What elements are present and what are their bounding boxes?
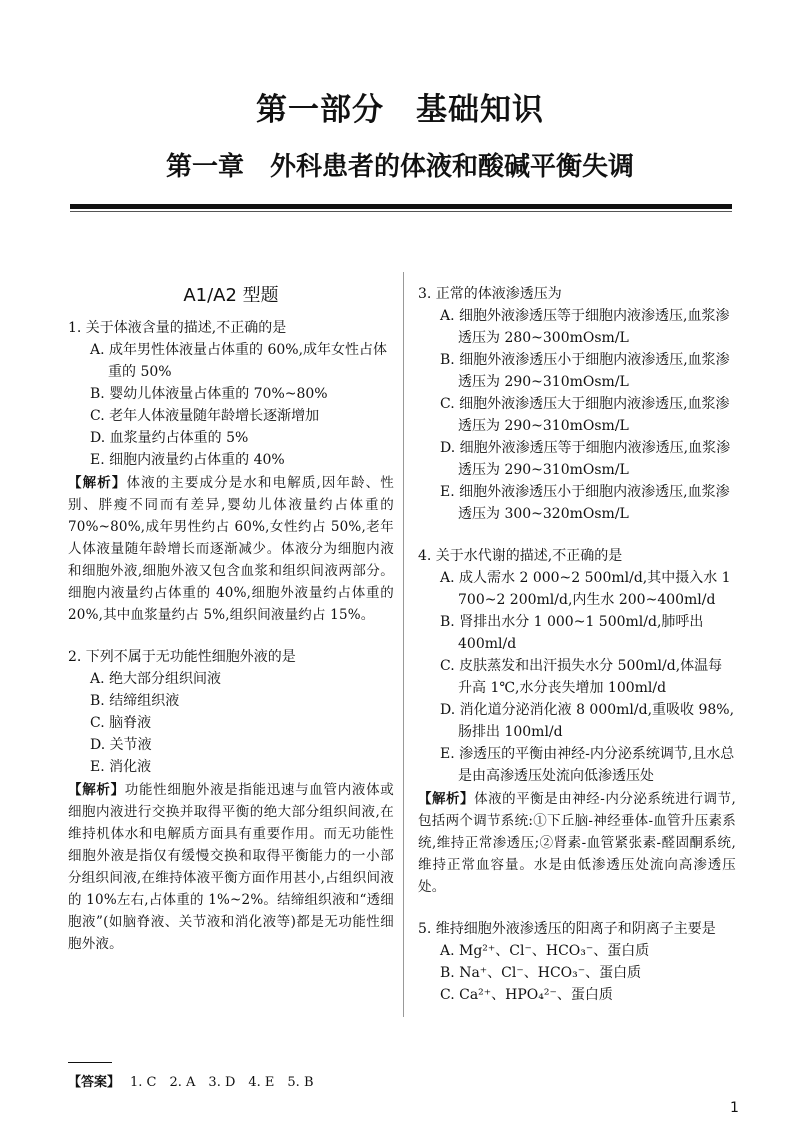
question-2 (68, 646, 394, 955)
option-c: C. 皮肤蒸发和出汗损失水分 500ml/d,体温每升高 1℃,水分丧失增加 100ml/d (440, 658, 723, 696)
footnote-rule (68, 1062, 112, 1063)
question-3 (418, 283, 736, 525)
explanation-tag: 【解析】 (68, 475, 127, 491)
option-c: C. 脑脊液 (90, 715, 152, 731)
header-rule-thin (70, 211, 732, 212)
question-stem: 3. 正常的体液渗透压为 (418, 286, 562, 302)
option-d: D. 血浆量约占体重的 5% (90, 430, 249, 446)
option-d: D. 关节液 (90, 737, 152, 753)
option-b: B. 婴幼儿体液量占体重的 70%~80% (90, 386, 328, 402)
option-e: E. 消化液 (90, 759, 152, 775)
explanation-tag: 【解析】 (68, 782, 125, 798)
option-e: E. 细胞内液量约占体重的 40% (90, 452, 285, 468)
option-d: D. 消化道分泌消化液 8 000ml/d,重吸收 98%,肠排出 100ml/d (440, 702, 735, 740)
question-4 (418, 545, 736, 898)
explanation (68, 779, 394, 955)
explanation (68, 472, 394, 626)
option-c: C. Ca²⁺、HPO₄²⁻、蛋白质 (440, 987, 613, 1003)
column-divider (403, 272, 404, 1017)
option-a: A. 成人需水 2 000~2 500ml/d,其中摄入水 1 700~2 200ml/d,内生水 200~400ml/d (440, 570, 731, 608)
explanation-text: 体液的平衡是由神经-内分泌系统进行调节,包括两个调节系统:①下丘脑-神经垂体-血管升压素系统,维持正常渗透压;②肾素-血管紧张素-醛固酮系统,维持正常血容量。水是由低渗透压处流向高渗透压处。 (418, 791, 736, 895)
answer-tag: 【答案】 (68, 1075, 121, 1090)
question-stem: 2. 下列不属于无功能性细胞外液的是 (68, 649, 296, 665)
option-e: E. 渗透压的平衡由神经-内分泌系统调节,且水总是由高渗透压处流向低渗透压处 (440, 746, 735, 784)
explanation-text: 功能性细胞外液是指能迅速与血管内液体或细胞内液进行交换并取得平衡的绝大部分组织间液,在维持机体水和电解质方面具有重要作用。而无功能性细胞外液是指仅有缓慢交换和取得平衡能力的一小部分组织间液,在维持体液平衡方面作用甚小,占组织间液的 10%左右,占体重的 1%~2%。结缔组织液和“透细胞液”(如脑脊液、关节液和消化液等)都是无功能性细胞外液。 (68, 782, 394, 952)
option-b: B. 细胞外液渗透压小于细胞内液渗透压,血浆渗透压为 290~310mOsm/L (440, 352, 730, 390)
question-5 (418, 918, 736, 1006)
right-column (418, 283, 736, 1006)
question-stem: 4. 关于水代谢的描述,不正确的是 (418, 548, 623, 564)
option-a: A. 绝大部分组织间液 (90, 671, 222, 687)
option-a: A. Mg²⁺、Cl⁻、HCO₃⁻、蛋白质 (440, 943, 650, 959)
option-a: A. 成年男性体液量占体重的 60%,成年女性占体重的 50% (90, 342, 388, 380)
option-c: C. 细胞外液渗透压大于细胞内液渗透压,血浆渗透压为 290~310mOsm/L (440, 396, 730, 434)
explanation-text: 体液的主要成分是水和电解质,因年龄、性别、胖瘦不同而有差异,婴幼儿体液量约占体重的 70%~80%,成年男性约占 60%,女性约占 50%,老年人体液量随年龄增长而逐渐减少。体液分为细胞内液和细胞外液,细胞外液又包含血浆和组织间液两部分。细胞内液量约占体重的 40%,细胞外液量约占体重的 20%,其中血浆量约占 5%,组织间液量约占 15%。 (68, 475, 394, 623)
question-stem: 5. 维持细胞外液渗透压的阳离子和阴离子主要是 (418, 921, 716, 937)
explanation (418, 788, 736, 898)
option-b: B. Na⁺、Cl⁻、HCO₃⁻、蛋白质 (440, 965, 642, 981)
left-column (68, 283, 394, 955)
option-a: A. 细胞外液渗透压等于细胞内液渗透压,血浆渗透压为 280~300mOsm/L (440, 308, 730, 346)
page-number: 1 (730, 1100, 739, 1116)
option-e: E. 细胞外液渗透压小于细胞内液渗透压,血浆渗透压为 300~320mOsm/L (440, 484, 730, 522)
option-c: C. 老年人体液量随年龄增长逐渐增加 (90, 408, 320, 424)
question-1 (68, 317, 394, 626)
answer-list: 1. C 2. A 3. D 4. E 5. B (130, 1075, 314, 1090)
answer-key (68, 1071, 314, 1090)
chapter-title: 第一章 外科患者的体液和酸碱平衡失调 (165, 152, 634, 182)
header-rule (70, 204, 732, 209)
option-b: B. 结缔组织液 (90, 693, 180, 709)
option-d: D. 细胞外液渗透压等于细胞内液渗透压,血浆渗透压为 290~310mOsm/L (440, 440, 731, 478)
option-b: B. 肾排出水分 1 000~1 500ml/d,肺呼出 400ml/d (440, 614, 704, 652)
section-title: A1/A2 型题 (183, 285, 279, 306)
part-title: 第一部分 基础知识 (256, 92, 544, 128)
question-stem: 1. 关于体液含量的描述,不正确的是 (68, 320, 287, 336)
explanation-tag: 【解析】 (418, 791, 475, 807)
